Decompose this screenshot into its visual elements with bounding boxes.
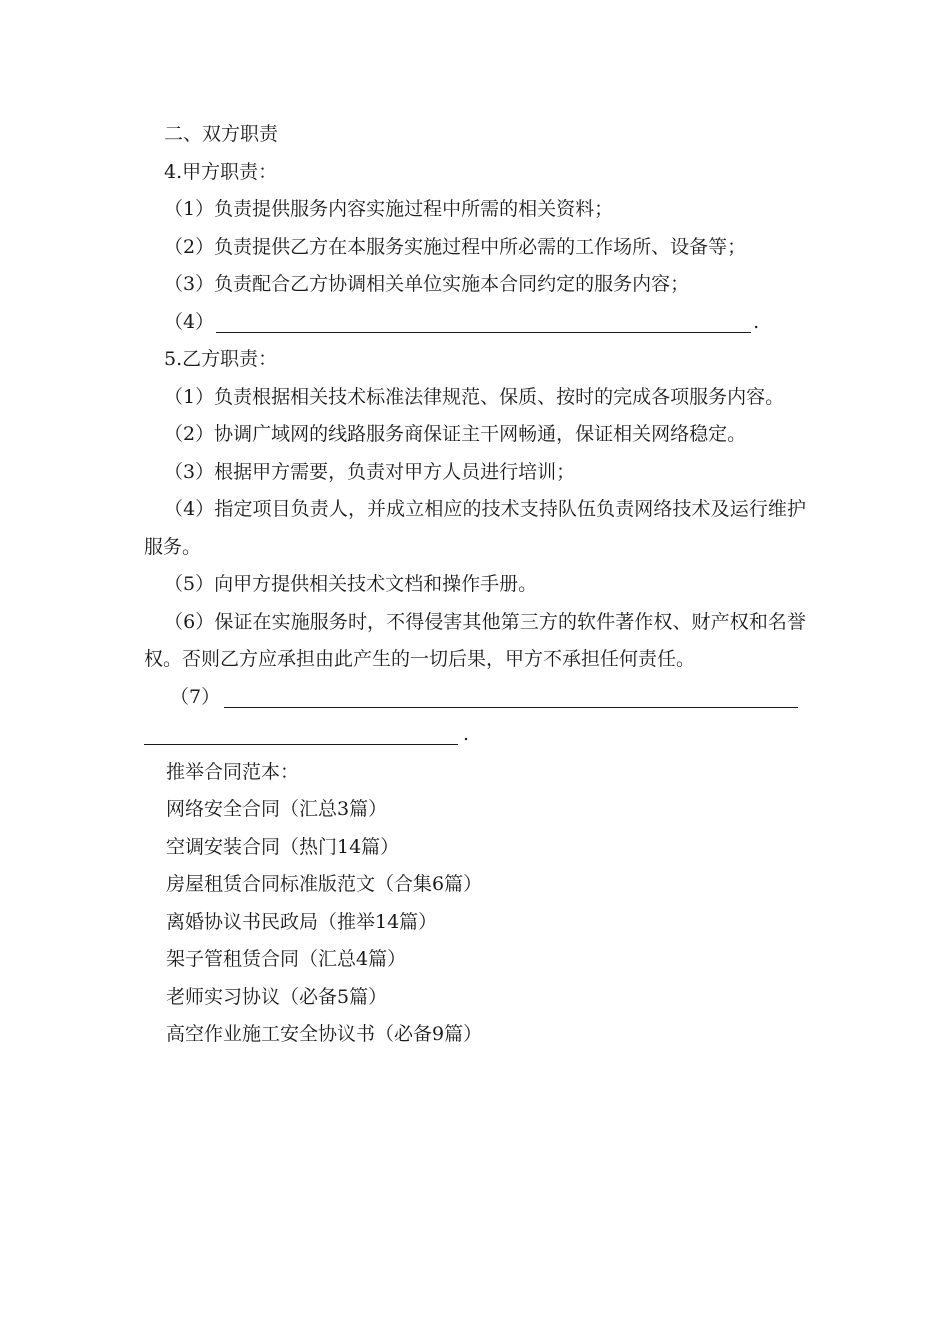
recommend-item[interactable]: 空调安装合同（热门14篇） [166, 835, 400, 858]
party-b-item-5: （5）向甲方提供相关技术文档和操作手册。 [164, 573, 538, 595]
recommend-item[interactable]: 离婚协议书民政局（推举14篇） [166, 910, 438, 933]
recommend-list [144, 791, 806, 1054]
section-title: 二、双方职责 [164, 123, 279, 145]
party-a-item-2: （2）负责提供乙方在本服务实施过程中所必需的工作场所、设备等； [164, 235, 747, 258]
party-b-item-4: （4）指定项目负责人，并成立相应的技术支持队伍负责网络技术及运行维护服务。 [144, 498, 806, 558]
recommend-item[interactable]: 高空作业施工安全协议书（必备9篇） [166, 1023, 483, 1045]
fill-in-blank [144, 719, 458, 745]
fill-in-blank [224, 682, 798, 708]
party-a-heading: 4.甲方职责： [164, 160, 278, 183]
party-a-item-3: （3）负责配合乙方协调相关单位实施本合同约定的服务内容； [164, 273, 690, 295]
fill-in-blank [216, 307, 751, 333]
recommend-item[interactable]: 老师实习协议（必备5篇） [166, 985, 388, 1008]
recommend-item[interactable]: 房屋租赁合同标准版范文（合集6篇） [166, 873, 483, 895]
party-b-item-3: （3）根据甲方需要，负责对甲方人员进行培训； [164, 460, 576, 483]
party-a-item-4-end: . [753, 310, 760, 333]
party-b-item-1: （1）负责根据相关技术标准法律规范、保质、按时的完成各项服务内容。 [164, 385, 785, 408]
party-b-item-7-cont [144, 716, 806, 754]
party-a-item-4 [144, 304, 806, 342]
party-b-item-7 [144, 679, 806, 717]
party-b-item-6: （6）保证在实施服务时，不得侵害其他第三方的软件著作权、财产权和名誉权。否则乙方应承担由此产生的一切后果，甲方不承担任何责任。 [144, 610, 806, 670]
party-b-item-7-label: （7） [170, 685, 221, 708]
party-a-item-1: （1）负责提供服务内容实施过程中所需的相关资料； [164, 198, 614, 220]
recommend-item[interactable]: 网络安全合同（汇总3篇） [166, 798, 388, 820]
recommend-heading: 推举合同范本： [166, 760, 300, 783]
party-b-item-7-end: . [463, 723, 470, 745]
party-b-item-2: （2）协调广域网的线路服务商保证主干网畅通，保证相关网络稳定。 [164, 423, 747, 445]
party-a-item-4-label: （4） [164, 310, 215, 333]
document-page [144, 116, 806, 1054]
party-b-heading: 5.乙方职责： [164, 348, 278, 370]
recommend-item[interactable]: 架子管租赁合同（汇总4篇） [166, 948, 407, 970]
